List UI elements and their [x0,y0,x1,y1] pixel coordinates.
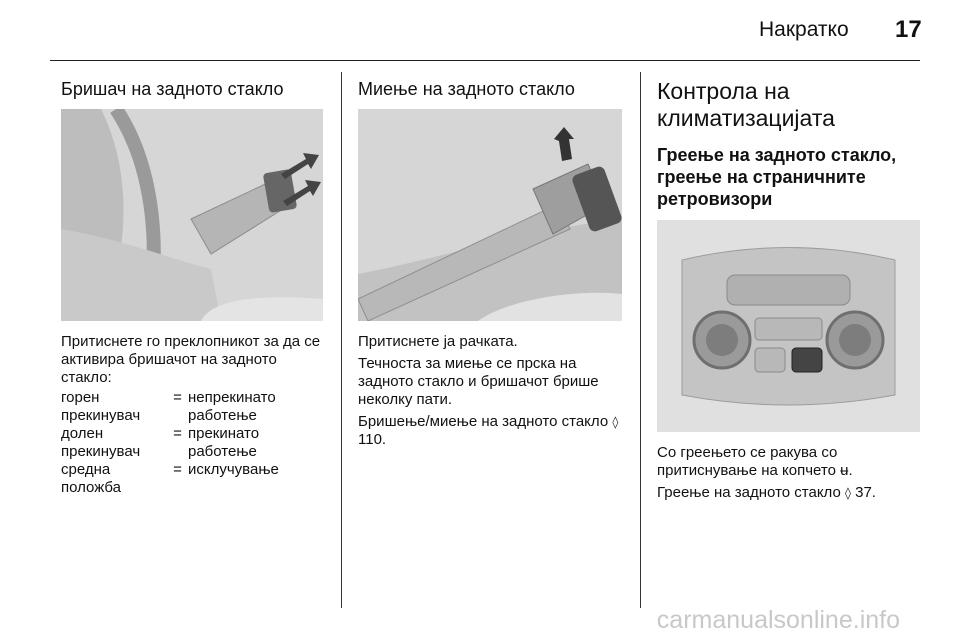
reference-page[interactable]: 37. [855,484,876,501]
rear-washer-description: Течноста за миење се прска на задното стакло и бришачот брише неколку пати. [358,355,599,408]
reference-page[interactable]: 110. [358,431,387,448]
subheading-heated-rear-window: Греење на задното стакло, греење на страничните ретровизори [657,145,897,209]
rear-washer-reference [358,413,624,449]
page-title: Накратко [759,18,849,41]
table-cell-position: долен прекинувач [61,425,141,460]
heated-rear-window-reference [657,484,923,502]
table-cell-equals: = [173,389,182,406]
table-cell-meaning: исклучување [188,461,279,478]
rear-washer-step: Притиснете ја рачката. [358,333,518,350]
table-row [61,389,327,425]
climate-control-panel-illustration [657,220,920,432]
section-rear-wiper [61,78,327,497]
reference-text: Бришење/миење на задното стакло [358,413,609,430]
page-number: 17 [895,16,922,43]
section-heading-climate-control: Контрола на климатизацијата [657,78,835,131]
section-heading-rear-wiper: Бришач на задното стакло [61,79,284,99]
heated-rear-window-instruction [657,444,923,480]
header-rule [50,60,920,61]
table-cell-equals: = [173,425,182,442]
instruction-end: . [848,462,853,479]
rear-window-heating-icon: ʉ [840,462,849,479]
table-row [61,425,327,461]
table-cell-meaning: прекинато работење [188,425,260,460]
section-climate-control [657,78,923,502]
watermark: carmanualsonline.info [656,606,900,634]
instruction-text: Со греењето се ракува со притиснување на копчето [657,444,838,479]
table-cell-position: средна положба [61,461,122,496]
table-cell-meaning: непрекинато работење [188,389,276,424]
table-row [61,461,327,497]
page-reference-icon: ◊ [845,486,851,500]
reference-text: Греење на задното стакло [657,484,841,501]
rear-wiper-lever-illustration [61,109,323,321]
table-cell-position: горен прекинувач [61,389,141,424]
rear-wiper-table [61,389,327,497]
page-reference-icon: ◊ [612,415,619,429]
column-divider-1 [341,72,342,608]
table-cell-equals: = [173,461,182,478]
section-heading-rear-washer: Миење на задното стакло [358,79,575,99]
rear-washer-lever-illustration [358,109,622,321]
rear-wiper-intro: Притиснете го преклопникот за да се активира бришачот на задното стакло: [61,333,321,386]
column-divider-2 [640,72,641,608]
section-rear-washer [358,78,624,449]
